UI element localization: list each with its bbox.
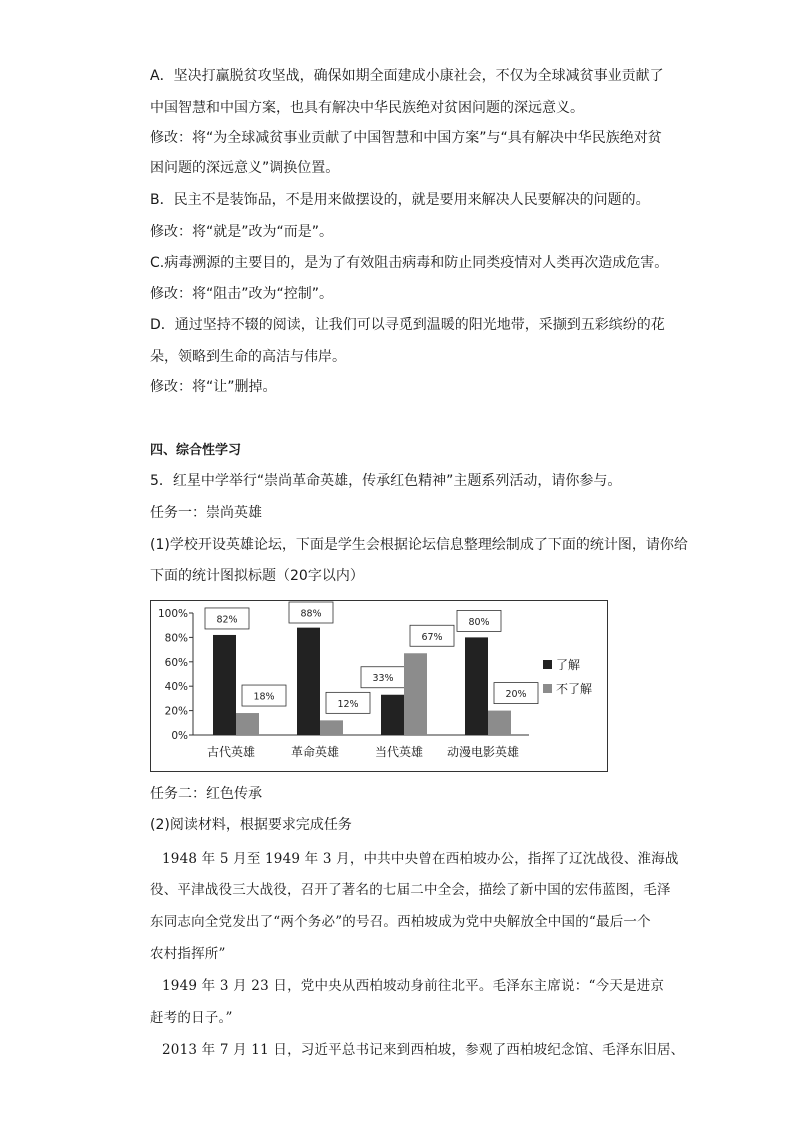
material-p1-line3: 东同志向全党发出了“两个务必”的号召。西柏坡成为党中央解放全中国的“最后一个 xyxy=(150,914,651,930)
option-b-line: B．民主不是装饰品，不是用来做摆设的，就是要用来解决人民要解决的问题的。 xyxy=(150,192,650,208)
question-5: 5．红星中学举行“崇尚革命英雄，传承红色精神”主题系列活动，请你参与。 xyxy=(150,473,622,489)
material-p2-line1: 1949 年 3 月 23 日，党中央从西柏坡动身前往北平。毛泽东主席说：“今天是进京 xyxy=(162,978,665,994)
data-label: 12% xyxy=(337,698,359,710)
bar-known xyxy=(465,637,488,735)
material-p1-line4: 农村指挥所” xyxy=(150,946,226,962)
material-p3-line1: 2013 年 7 月 11 日，习近平总书记来到西柏坡，参观了西柏坡纪念馆、毛泽东旧居、 xyxy=(162,1042,685,1058)
bar-unknown xyxy=(404,653,427,735)
option-d-line1: D．通过坚持不辍的阅读，让我们可以寻觅到温暖的阳光地带，采撷到五彩缤纷的花 xyxy=(150,317,665,333)
data-label: 82% xyxy=(216,614,238,626)
y-tick-label: 80% xyxy=(164,632,188,645)
data-label: 88% xyxy=(300,608,322,620)
y-tick-label: 40% xyxy=(164,681,188,694)
option-d-line2: 朵，领略到生命的高洁与伟岸。 xyxy=(150,349,346,365)
bar-chart xyxy=(150,600,608,772)
task-1-title: 任务一：崇尚英雄 xyxy=(150,505,262,521)
legend-swatch xyxy=(543,684,552,693)
section-heading: 四、综合性学习 xyxy=(150,443,242,458)
bar-unknown xyxy=(488,711,511,735)
y-tick-label: 0% xyxy=(171,730,188,742)
option-c-line: C.病毒溯源的主要目的，是为了有效阻击病毒和防止同类疫情对人类再次造成危害。 xyxy=(150,255,669,271)
bar-unknown xyxy=(320,720,343,735)
x-tick-label: 古代英雄 xyxy=(206,745,256,759)
legend-swatch xyxy=(543,660,552,669)
option-a-fix-line1: 修改：将“为全球减贫事业贡献了中国智慧和中国方案”与“具有解决中华民族绝对贫 xyxy=(150,130,662,146)
y-tick-label: 100% xyxy=(157,608,188,620)
bar-unknown xyxy=(236,713,259,735)
legend-label: 不了解 xyxy=(556,682,593,696)
y-tick-label: 60% xyxy=(164,656,188,669)
option-d-fix: 修改：将“让”删掉。 xyxy=(150,379,277,395)
data-label: 20% xyxy=(505,689,527,701)
question-1-line1: (1)学校开设英雄论坛，下面是学生会根据论坛信息整理绘制成了下面的统计图，请你给 xyxy=(150,537,688,553)
option-a-line2: 中国智慧和中国方案，也具有解决中华民族绝对贫困问题的深远意义。 xyxy=(150,100,584,116)
x-tick-label: 当代英雄 xyxy=(374,745,424,759)
option-c-fix: 修改：将“阻击”改为“控制”。 xyxy=(150,286,334,302)
material-p1-line1: 1948 年 5 月至 1949 年 3 月，中共中央曾在西柏坡办公，指挥了辽沈战役、淮海战 xyxy=(162,851,679,867)
x-tick-label: 革命英雄 xyxy=(290,745,340,759)
material-p1-line2: 役、平津战役三大战役，召开了著名的七届二中全会，描绘了新中国的宏伟蓝图，毛泽 xyxy=(150,882,671,898)
x-tick-label: 动漫电影英雄 xyxy=(446,745,520,759)
data-label: 80% xyxy=(468,616,490,628)
task-2-title: 任务二：红色传承 xyxy=(150,786,262,802)
chart-svg xyxy=(151,601,607,771)
data-label: 18% xyxy=(253,691,275,703)
data-label: 67% xyxy=(421,631,443,643)
data-label: 33% xyxy=(372,673,394,685)
legend-label: 了解 xyxy=(556,658,581,672)
question-2: (2)阅读材料，根据要求完成任务 xyxy=(150,817,352,833)
bar-known xyxy=(297,628,320,735)
material-p2-line2: 赶考的日子。” xyxy=(150,1010,233,1026)
y-tick-label: 20% xyxy=(164,705,188,718)
option-a-fix-line2: 困问题的深远意义”调换位置。 xyxy=(150,160,340,176)
bar-known xyxy=(213,635,236,735)
option-b-fix: 修改：将“就是”改为“而是”。 xyxy=(150,224,334,240)
question-1-line2: 下面的统计图拟标题（20字以内） xyxy=(150,568,364,584)
bar-known xyxy=(381,695,404,735)
option-a-line1: A．坚决打赢脱贫攻坚战，确保如期全面建成小康社会，不仅为全球减贫事业贡献了 xyxy=(150,68,664,84)
